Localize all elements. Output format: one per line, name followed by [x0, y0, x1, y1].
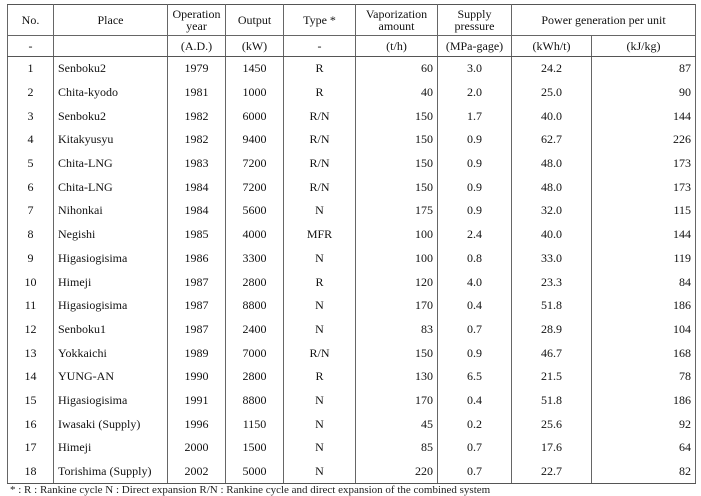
- cell-vaporization: 170: [356, 389, 438, 413]
- cell-vaporization: 150: [356, 152, 438, 176]
- cell-kj: 186: [592, 389, 696, 413]
- cell-kwh: 28.9: [512, 318, 592, 342]
- unit-type: -: [284, 36, 356, 57]
- cell-output: 6000: [226, 104, 284, 128]
- cell-pressure: 6.5: [438, 365, 512, 389]
- table-row: [8, 294, 696, 318]
- cell-place: Senboku1: [54, 318, 168, 342]
- cell-kj: 90: [592, 81, 696, 105]
- cell-no: 10: [8, 270, 54, 294]
- col-power-header: Power generation per unit: [512, 5, 696, 36]
- cell-place: Higasiogisima: [54, 294, 168, 318]
- cell-kwh: 17.6: [512, 436, 592, 460]
- cell-kwh: 48.0: [512, 152, 592, 176]
- cell-output: 1500: [226, 436, 284, 460]
- cell-no: 1: [8, 57, 54, 81]
- cell-output: 8800: [226, 389, 284, 413]
- cell-kwh: 22.7: [512, 460, 592, 484]
- col-vaporization-header: [356, 5, 438, 36]
- cell-kj: 144: [592, 223, 696, 247]
- cell-type: N: [284, 412, 356, 436]
- cell-type: N: [284, 199, 356, 223]
- table-body: [8, 57, 696, 484]
- table-row: [8, 341, 696, 365]
- cell-no: 7: [8, 199, 54, 223]
- unit-no: -: [8, 36, 54, 57]
- cell-no: 14: [8, 365, 54, 389]
- table-row: [8, 365, 696, 389]
- cell-no: 11: [8, 294, 54, 318]
- cell-kwh: 32.0: [512, 199, 592, 223]
- cell-year: 1983: [168, 152, 226, 176]
- table-row: [8, 318, 696, 342]
- table-row: [8, 175, 696, 199]
- vaporization-header-line2: amount: [378, 19, 415, 33]
- table-row: [8, 57, 696, 81]
- col-type-header: Type *: [284, 5, 356, 36]
- cell-no: 17: [8, 436, 54, 460]
- cell-kwh: 25.0: [512, 81, 592, 105]
- cell-kwh: 21.5: [512, 365, 592, 389]
- cell-output: 2800: [226, 365, 284, 389]
- table-row: [8, 247, 696, 271]
- cell-place: Senboku2: [54, 104, 168, 128]
- cell-output: 4000: [226, 223, 284, 247]
- col-pressure-header: [438, 5, 512, 36]
- cell-pressure: 1.7: [438, 104, 512, 128]
- cell-output: 2800: [226, 270, 284, 294]
- cell-year: 1987: [168, 294, 226, 318]
- cell-pressure: 4.0: [438, 270, 512, 294]
- unit-kj: (kJ/kg): [592, 36, 696, 57]
- cell-kwh: 48.0: [512, 175, 592, 199]
- cell-year: 1979: [168, 57, 226, 81]
- cell-place: Higasiogisima: [54, 247, 168, 271]
- cell-kj: 92: [592, 412, 696, 436]
- cell-kj: 104: [592, 318, 696, 342]
- cell-vaporization: 130: [356, 365, 438, 389]
- cell-place: Chita-LNG: [54, 175, 168, 199]
- cell-no: 6: [8, 175, 54, 199]
- cell-place: YUNG-AN: [54, 365, 168, 389]
- cell-kwh: 51.8: [512, 294, 592, 318]
- units-row: [8, 36, 696, 57]
- cell-output: 7200: [226, 152, 284, 176]
- cell-output: 5600: [226, 199, 284, 223]
- cell-no: 3: [8, 104, 54, 128]
- cell-vaporization: 150: [356, 341, 438, 365]
- cell-year: 1981: [168, 81, 226, 105]
- cell-place: Himeji: [54, 436, 168, 460]
- cell-kj: 173: [592, 175, 696, 199]
- cell-pressure: 0.9: [438, 199, 512, 223]
- table-row: [8, 152, 696, 176]
- cell-year: 1985: [168, 223, 226, 247]
- cell-year: 1989: [168, 341, 226, 365]
- col-no-header: No.: [8, 5, 54, 36]
- cell-vaporization: 150: [356, 175, 438, 199]
- cell-pressure: 2.4: [438, 223, 512, 247]
- cell-place: Higasiogisima: [54, 389, 168, 413]
- cell-output: 1000: [226, 81, 284, 105]
- unit-pressure: (MPa-gage): [438, 36, 512, 57]
- cell-type: N: [284, 436, 356, 460]
- table-row: [8, 270, 696, 294]
- cell-no: 18: [8, 460, 54, 484]
- cell-vaporization: 150: [356, 104, 438, 128]
- cell-kj: 84: [592, 270, 696, 294]
- cell-year: 2002: [168, 460, 226, 484]
- cell-vaporization: 100: [356, 247, 438, 271]
- cell-output: 5000: [226, 460, 284, 484]
- cell-pressure: 2.0: [438, 81, 512, 105]
- cell-place: Torishima (Supply): [54, 460, 168, 484]
- pressure-header-line2: pressure: [454, 19, 495, 33]
- cell-year: 1986: [168, 247, 226, 271]
- table-row: [8, 199, 696, 223]
- unit-place: [54, 36, 168, 57]
- cell-kj: 186: [592, 294, 696, 318]
- cell-output: 9400: [226, 128, 284, 152]
- cell-output: 1150: [226, 412, 284, 436]
- cell-place: Yokkaichi: [54, 341, 168, 365]
- cell-pressure: 0.7: [438, 460, 512, 484]
- unit-year: (A.D.): [168, 36, 226, 57]
- cell-place: Himeji: [54, 270, 168, 294]
- cell-pressure: 3.0: [438, 57, 512, 81]
- col-place-header: Place: [54, 5, 168, 36]
- unit-vaporization: (t/h): [356, 36, 438, 57]
- cell-vaporization: 220: [356, 460, 438, 484]
- cell-type: N: [284, 460, 356, 484]
- cell-type: R/N: [284, 104, 356, 128]
- vaporization-header-line1: Vaporization: [365, 7, 428, 21]
- cell-output: 3300: [226, 247, 284, 271]
- cell-pressure: 0.7: [438, 436, 512, 460]
- cell-place: Chita-kyodo: [54, 81, 168, 105]
- cell-place: Iwasaki (Supply): [54, 412, 168, 436]
- cell-type: R/N: [284, 128, 356, 152]
- cell-output: 7200: [226, 175, 284, 199]
- cell-place: Negishi: [54, 223, 168, 247]
- cell-type: R/N: [284, 341, 356, 365]
- unit-kwh: (kWh/t): [512, 36, 592, 57]
- cell-type: N: [284, 318, 356, 342]
- cell-type: R: [284, 365, 356, 389]
- cell-no: 12: [8, 318, 54, 342]
- year-header-line2: year: [186, 19, 207, 33]
- year-header-line1: Operation: [172, 7, 221, 21]
- cell-pressure: 0.4: [438, 389, 512, 413]
- cell-year: 1996: [168, 412, 226, 436]
- table-row: [8, 460, 696, 484]
- cell-place: Kitakyusyu: [54, 128, 168, 152]
- unit-output: (kW): [226, 36, 284, 57]
- cell-vaporization: 100: [356, 223, 438, 247]
- cell-no: 16: [8, 412, 54, 436]
- cell-type: R: [284, 57, 356, 81]
- cell-kj: 115: [592, 199, 696, 223]
- cell-kj: 78: [592, 365, 696, 389]
- cell-type: R: [284, 81, 356, 105]
- cell-type: R/N: [284, 152, 356, 176]
- cell-vaporization: 150: [356, 128, 438, 152]
- cell-output: 2400: [226, 318, 284, 342]
- table-row: [8, 412, 696, 436]
- cell-kwh: 24.2: [512, 57, 592, 81]
- cell-pressure: 0.9: [438, 175, 512, 199]
- cell-vaporization: 175: [356, 199, 438, 223]
- cell-kj: 226: [592, 128, 696, 152]
- table-row: [8, 223, 696, 247]
- cell-vaporization: 60: [356, 57, 438, 81]
- cell-output: 8800: [226, 294, 284, 318]
- cell-year: 1982: [168, 128, 226, 152]
- cell-vaporization: 120: [356, 270, 438, 294]
- cell-type: MFR: [284, 223, 356, 247]
- cell-kwh: 51.8: [512, 389, 592, 413]
- cell-kj: 168: [592, 341, 696, 365]
- cell-year: 1987: [168, 270, 226, 294]
- footnote: * : R : Rankine cycle N : Direct expansion R/N : Rankine cycle and direct expansion of the combined system: [10, 484, 491, 496]
- cell-kj: 173: [592, 152, 696, 176]
- pressure-header-line1: Supply: [457, 7, 492, 21]
- table-row: [8, 128, 696, 152]
- cell-vaporization: 83: [356, 318, 438, 342]
- cell-pressure: 0.2: [438, 412, 512, 436]
- cell-year: 1984: [168, 175, 226, 199]
- cell-no: 4: [8, 128, 54, 152]
- cell-no: 9: [8, 247, 54, 271]
- cell-no: 2: [8, 81, 54, 105]
- cell-pressure: 0.9: [438, 152, 512, 176]
- cell-kwh: 23.3: [512, 270, 592, 294]
- cell-kj: 82: [592, 460, 696, 484]
- cell-kwh: 62.7: [512, 128, 592, 152]
- cell-year: 1990: [168, 365, 226, 389]
- cell-type: N: [284, 294, 356, 318]
- col-output-header: Output: [226, 5, 284, 36]
- cell-kwh: 40.0: [512, 223, 592, 247]
- cell-pressure: 0.7: [438, 318, 512, 342]
- cell-kj: 64: [592, 436, 696, 460]
- table-row: [8, 104, 696, 128]
- cell-pressure: 0.8: [438, 247, 512, 271]
- header-row: [8, 5, 696, 36]
- cell-place: Nihonkai: [54, 199, 168, 223]
- cell-pressure: 0.4: [438, 294, 512, 318]
- cell-type: R/N: [284, 175, 356, 199]
- cell-kj: 144: [592, 104, 696, 128]
- cell-place: Chita-LNG: [54, 152, 168, 176]
- cell-year: 1991: [168, 389, 226, 413]
- cell-no: 15: [8, 389, 54, 413]
- cell-kwh: 40.0: [512, 104, 592, 128]
- cell-vaporization: 170: [356, 294, 438, 318]
- cell-output: 7000: [226, 341, 284, 365]
- cell-vaporization: 45: [356, 412, 438, 436]
- cell-no: 8: [8, 223, 54, 247]
- cell-kj: 119: [592, 247, 696, 271]
- table-row: [8, 436, 696, 460]
- col-year-header: [168, 5, 226, 36]
- cell-year: 1982: [168, 104, 226, 128]
- cell-type: N: [284, 389, 356, 413]
- cell-output: 1450: [226, 57, 284, 81]
- cell-pressure: 0.9: [438, 128, 512, 152]
- cell-no: 5: [8, 152, 54, 176]
- cell-no: 13: [8, 341, 54, 365]
- table-row: [8, 81, 696, 105]
- cell-kwh: 46.7: [512, 341, 592, 365]
- table-row: [8, 389, 696, 413]
- cell-kj: 87: [592, 57, 696, 81]
- cell-kwh: 33.0: [512, 247, 592, 271]
- cell-pressure: 0.9: [438, 341, 512, 365]
- cell-type: R: [284, 270, 356, 294]
- cell-kwh: 25.6: [512, 412, 592, 436]
- cell-year: 1984: [168, 199, 226, 223]
- cell-year: 1987: [168, 318, 226, 342]
- cell-vaporization: 85: [356, 436, 438, 460]
- cell-year: 2000: [168, 436, 226, 460]
- cell-type: N: [284, 247, 356, 271]
- cell-place: Senboku2: [54, 57, 168, 81]
- cell-vaporization: 40: [356, 81, 438, 105]
- power-generation-table: [7, 4, 696, 484]
